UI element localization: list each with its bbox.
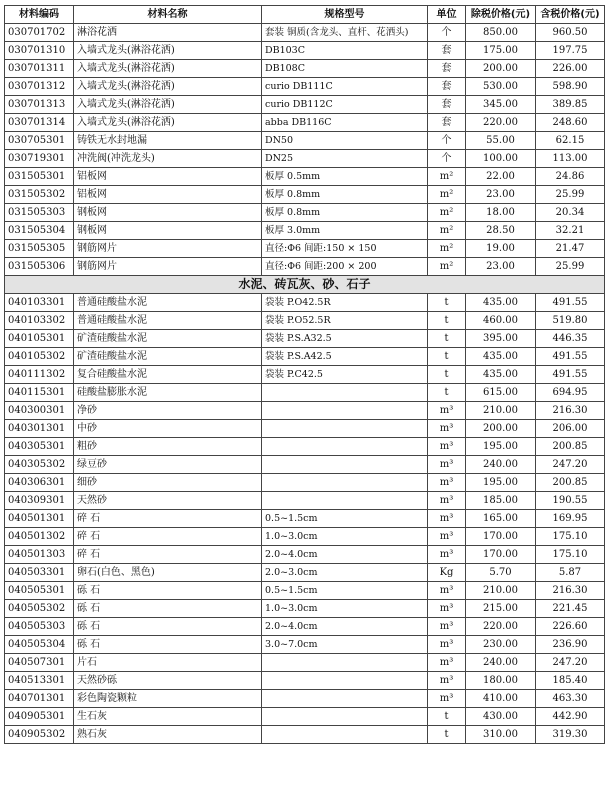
cell-price-ex-tax: 5.70 [466, 564, 536, 582]
cell-code: 040300301 [5, 402, 74, 420]
table-row [5, 600, 605, 618]
cell-code: 040513301 [5, 672, 74, 690]
cell-spec: 0.5~1.5cm [262, 582, 428, 600]
table-row [5, 672, 605, 690]
cell-price-ex-tax: 435.00 [466, 348, 536, 366]
cell-price-in-tax: 62.15 [536, 132, 605, 150]
cell-code: 031505302 [5, 186, 74, 204]
cell-spec: 板厚 0.8mm [262, 186, 428, 204]
cell-name: 复合硅酸盐水泥 [74, 366, 262, 384]
cell-price-in-tax: 175.10 [536, 528, 605, 546]
table-row [5, 438, 605, 456]
cell-spec: DN25 [262, 150, 428, 168]
cell-code: 040105301 [5, 330, 74, 348]
cell-code: 040501302 [5, 528, 74, 546]
cell-price-ex-tax: 28.50 [466, 222, 536, 240]
cement-sand-stone-group [5, 294, 605, 744]
cell-price-in-tax: 175.10 [536, 546, 605, 564]
cell-name: 冲洗阀(冲洗龙头) [74, 150, 262, 168]
cell-code: 030701312 [5, 78, 74, 96]
cell-unit: m³ [428, 456, 466, 474]
cell-price-ex-tax: 180.00 [466, 672, 536, 690]
table-row [5, 258, 605, 276]
cell-spec: 0.5~1.5cm [262, 510, 428, 528]
cell-code: 040503301 [5, 564, 74, 582]
cell-spec: 袋装 P.O42.5R [262, 294, 428, 312]
cell-price-ex-tax: 310.00 [466, 726, 536, 744]
table-row [5, 204, 605, 222]
cell-price-in-tax: 197.75 [536, 42, 605, 60]
cell-name: 矿渣硅酸盐水泥 [74, 348, 262, 366]
cell-price-ex-tax: 435.00 [466, 366, 536, 384]
section-header-group [5, 276, 605, 294]
table-row [5, 582, 605, 600]
cell-unit: m² [428, 204, 466, 222]
cell-unit: 个 [428, 150, 466, 168]
cell-spec: 2.0~3.0cm [262, 564, 428, 582]
cell-name: 普通硅酸盐水泥 [74, 294, 262, 312]
cell-code: 040701301 [5, 690, 74, 708]
table-row [5, 402, 605, 420]
header-row [5, 6, 605, 24]
cell-price-in-tax: 221.45 [536, 600, 605, 618]
cell-price-in-tax: 319.30 [536, 726, 605, 744]
cell-spec: abba DB116C [262, 114, 428, 132]
table-row [5, 366, 605, 384]
cell-price-ex-tax: 165.00 [466, 510, 536, 528]
table-row [5, 690, 605, 708]
cell-price-in-tax: 960.50 [536, 24, 605, 42]
cell-spec: 2.0~4.0cm [262, 546, 428, 564]
table-row [5, 114, 605, 132]
table-row [5, 42, 605, 60]
table-row [5, 60, 605, 78]
cell-price-ex-tax: 210.00 [466, 582, 536, 600]
cell-name: 天然砂砾 [74, 672, 262, 690]
table-row [5, 24, 605, 42]
cell-code: 030705301 [5, 132, 74, 150]
section-header-row [5, 276, 605, 294]
cell-code: 030701314 [5, 114, 74, 132]
cell-name: 钢板网 [74, 222, 262, 240]
cell-code: 040501301 [5, 510, 74, 528]
cell-name: 粗砂 [74, 438, 262, 456]
cell-name: 净砂 [74, 402, 262, 420]
cell-spec: 直径:Φ6 间距:200 × 200 [262, 258, 428, 276]
cell-spec [262, 672, 428, 690]
cell-name: 熟石灰 [74, 726, 262, 744]
cell-spec [262, 654, 428, 672]
cell-price-ex-tax: 23.00 [466, 258, 536, 276]
cell-code: 040111302 [5, 366, 74, 384]
table-row [5, 528, 605, 546]
cell-name: 砾 石 [74, 600, 262, 618]
cell-unit: 套 [428, 114, 466, 132]
cell-name: 彩色陶瓷颗粒 [74, 690, 262, 708]
cell-unit: m² [428, 240, 466, 258]
table-row [5, 708, 605, 726]
cell-unit: 套 [428, 42, 466, 60]
cell-code: 040305301 [5, 438, 74, 456]
cell-name: 铸铁无水封地漏 [74, 132, 262, 150]
table-row [5, 168, 605, 186]
table-row [5, 330, 605, 348]
cell-price-ex-tax: 175.00 [466, 42, 536, 60]
cell-code: 040507301 [5, 654, 74, 672]
table-row [5, 150, 605, 168]
cell-unit: m³ [428, 420, 466, 438]
cell-name: 钢板网 [74, 204, 262, 222]
cell-unit: m³ [428, 600, 466, 618]
cell-unit: t [428, 708, 466, 726]
table-row [5, 546, 605, 564]
cell-spec: DB103C [262, 42, 428, 60]
cell-code: 040309301 [5, 492, 74, 510]
cell-code: 040905302 [5, 726, 74, 744]
cell-price-ex-tax: 615.00 [466, 384, 536, 402]
cell-price-in-tax: 216.30 [536, 402, 605, 420]
cell-spec [262, 402, 428, 420]
cell-price-in-tax: 206.00 [536, 420, 605, 438]
cell-unit: 个 [428, 24, 466, 42]
cell-unit: t [428, 348, 466, 366]
cell-spec [262, 690, 428, 708]
cell-unit: 套 [428, 96, 466, 114]
cell-name: 细砂 [74, 474, 262, 492]
cell-name: 砾 石 [74, 582, 262, 600]
cell-spec: 1.0~3.0cm [262, 600, 428, 618]
cell-name: 普通硅酸盐水泥 [74, 312, 262, 330]
cell-name: 碎 石 [74, 546, 262, 564]
cell-price-in-tax: 442.90 [536, 708, 605, 726]
cell-price-in-tax: 247.20 [536, 654, 605, 672]
cell-unit: t [428, 294, 466, 312]
cell-code: 040105302 [5, 348, 74, 366]
cell-price-in-tax: 25.99 [536, 258, 605, 276]
cell-unit: m³ [428, 474, 466, 492]
cell-price-in-tax: 190.55 [536, 492, 605, 510]
cell-unit: 套 [428, 60, 466, 78]
cell-spec: 2.0~4.0cm [262, 618, 428, 636]
cell-price-ex-tax: 850.00 [466, 24, 536, 42]
table-row [5, 618, 605, 636]
cell-price-ex-tax: 18.00 [466, 204, 536, 222]
table-row [5, 348, 605, 366]
cell-unit: m³ [428, 492, 466, 510]
cell-price-ex-tax: 460.00 [466, 312, 536, 330]
cell-spec: DB108C [262, 60, 428, 78]
cell-code: 030701310 [5, 42, 74, 60]
cell-unit: t [428, 366, 466, 384]
cell-unit: m³ [428, 510, 466, 528]
cell-unit: m³ [428, 546, 466, 564]
cell-price-ex-tax: 435.00 [466, 294, 536, 312]
cell-price-in-tax: 200.85 [536, 474, 605, 492]
cell-spec [262, 492, 428, 510]
table-row [5, 474, 605, 492]
cell-name: 中砂 [74, 420, 262, 438]
cell-spec: curio DB111C [262, 78, 428, 96]
cell-spec: 袋装 P.O52.5R [262, 312, 428, 330]
cell-spec: 板厚 0.8mm [262, 204, 428, 222]
table-row [5, 312, 605, 330]
cell-name: 砾 石 [74, 618, 262, 636]
cell-name: 入墙式龙头(淋浴花洒) [74, 42, 262, 60]
cell-spec: 袋装 P.S.A42.5 [262, 348, 428, 366]
cell-code: 040301301 [5, 420, 74, 438]
table-row [5, 78, 605, 96]
cell-price-ex-tax: 345.00 [466, 96, 536, 114]
cell-unit: m³ [428, 528, 466, 546]
cell-code: 030701311 [5, 60, 74, 78]
cell-spec: 板厚 3.0mm [262, 222, 428, 240]
cell-code: 030719301 [5, 150, 74, 168]
cell-price-ex-tax: 200.00 [466, 420, 536, 438]
cell-price-in-tax: 32.21 [536, 222, 605, 240]
cell-name: 矿渣硅酸盐水泥 [74, 330, 262, 348]
cell-name: 砾 石 [74, 636, 262, 654]
cell-price-ex-tax: 430.00 [466, 708, 536, 726]
cell-spec [262, 726, 428, 744]
table-row [5, 564, 605, 582]
cell-name: 铝板网 [74, 186, 262, 204]
cell-code: 040905301 [5, 708, 74, 726]
cell-unit: m³ [428, 438, 466, 456]
header-unit: 单位 [428, 6, 466, 24]
cell-spec: 3.0~7.0cm [262, 636, 428, 654]
cell-spec [262, 456, 428, 474]
cell-name: 钢筋网片 [74, 240, 262, 258]
cell-price-in-tax: 20.34 [536, 204, 605, 222]
cell-price-ex-tax: 395.00 [466, 330, 536, 348]
cell-price-in-tax: 113.00 [536, 150, 605, 168]
cell-name: 入墙式龙头(淋浴花洒) [74, 114, 262, 132]
cell-price-in-tax: 226.60 [536, 618, 605, 636]
table-row [5, 636, 605, 654]
cell-name: 硅酸盐膨胀水泥 [74, 384, 262, 402]
cell-spec: DN50 [262, 132, 428, 150]
table-row [5, 492, 605, 510]
cell-name: 绿豆砂 [74, 456, 262, 474]
cell-name: 入墙式龙头(淋浴花洒) [74, 60, 262, 78]
cell-price-ex-tax: 100.00 [466, 150, 536, 168]
cell-unit: m² [428, 222, 466, 240]
header-spec: 规格型号 [262, 6, 428, 24]
cell-price-ex-tax: 220.00 [466, 114, 536, 132]
cell-price-ex-tax: 23.00 [466, 186, 536, 204]
cell-code: 040115301 [5, 384, 74, 402]
cell-spec: 套装 铜质(含龙头、直杆、花洒头) [262, 24, 428, 42]
cell-spec: 板厚 0.5mm [262, 168, 428, 186]
cell-unit: m³ [428, 618, 466, 636]
cell-unit: m³ [428, 654, 466, 672]
table-row [5, 294, 605, 312]
cell-code: 040505303 [5, 618, 74, 636]
cell-unit: t [428, 384, 466, 402]
cell-price-ex-tax: 210.00 [466, 402, 536, 420]
cell-price-in-tax: 247.20 [536, 456, 605, 474]
cell-unit: m² [428, 258, 466, 276]
cell-spec [262, 438, 428, 456]
table-row [5, 510, 605, 528]
cell-spec [262, 420, 428, 438]
cell-unit: 个 [428, 132, 466, 150]
cell-code: 040103302 [5, 312, 74, 330]
cell-price-in-tax: 200.85 [536, 438, 605, 456]
cell-price-in-tax: 236.90 [536, 636, 605, 654]
cell-spec: 直径:Φ6 间距:150 × 150 [262, 240, 428, 258]
cell-price-in-tax: 519.80 [536, 312, 605, 330]
cell-unit: m² [428, 168, 466, 186]
cell-price-ex-tax: 170.00 [466, 546, 536, 564]
table-row [5, 132, 605, 150]
cell-spec: 袋装 P.S.A32.5 [262, 330, 428, 348]
cell-price-ex-tax: 240.00 [466, 654, 536, 672]
cell-code: 040505302 [5, 600, 74, 618]
table-row [5, 240, 605, 258]
cell-price-ex-tax: 200.00 [466, 60, 536, 78]
cell-spec [262, 474, 428, 492]
cell-name: 碎 石 [74, 510, 262, 528]
header-code: 材料编码 [5, 6, 74, 24]
cell-price-ex-tax: 240.00 [466, 456, 536, 474]
cell-price-ex-tax: 530.00 [466, 78, 536, 96]
cell-code: 040501303 [5, 546, 74, 564]
cell-price-ex-tax: 22.00 [466, 168, 536, 186]
cell-spec: curio DB112C [262, 96, 428, 114]
cell-price-ex-tax: 185.00 [466, 492, 536, 510]
cell-name: 淋浴花洒 [74, 24, 262, 42]
table-row [5, 186, 605, 204]
table-row [5, 456, 605, 474]
cell-price-ex-tax: 215.00 [466, 600, 536, 618]
cell-price-in-tax: 25.99 [536, 186, 605, 204]
cell-unit: t [428, 330, 466, 348]
cell-code: 040305302 [5, 456, 74, 474]
cell-price-in-tax: 5.87 [536, 564, 605, 582]
cell-price-in-tax: 446.35 [536, 330, 605, 348]
cell-spec [262, 708, 428, 726]
cell-name: 钢筋网片 [74, 258, 262, 276]
cell-price-ex-tax: 230.00 [466, 636, 536, 654]
table-row [5, 654, 605, 672]
cell-code: 040505301 [5, 582, 74, 600]
table-row [5, 726, 605, 744]
cell-unit: m³ [428, 690, 466, 708]
cell-spec: 1.0~3.0cm [262, 528, 428, 546]
cell-code: 030701702 [5, 24, 74, 42]
cell-unit: m³ [428, 636, 466, 654]
cell-name: 入墙式龙头(淋浴花洒) [74, 78, 262, 96]
cell-code: 031505301 [5, 168, 74, 186]
cell-price-ex-tax: 170.00 [466, 528, 536, 546]
cell-code: 031505306 [5, 258, 74, 276]
cell-unit: Kg [428, 564, 466, 582]
cell-unit: m² [428, 186, 466, 204]
table-row [5, 420, 605, 438]
cell-code: 040505304 [5, 636, 74, 654]
header-price-in-tax: 含税价格(元) [536, 6, 605, 24]
cell-price-in-tax: 491.55 [536, 366, 605, 384]
cell-price-in-tax: 389.85 [536, 96, 605, 114]
cell-price-ex-tax: 195.00 [466, 474, 536, 492]
cell-code: 031505304 [5, 222, 74, 240]
cell-price-in-tax: 185.40 [536, 672, 605, 690]
cell-price-in-tax: 491.55 [536, 348, 605, 366]
plumbing-mesh-group [5, 24, 605, 276]
cell-price-ex-tax: 55.00 [466, 132, 536, 150]
cell-code: 031505305 [5, 240, 74, 258]
table-row [5, 384, 605, 402]
cell-code: 040103301 [5, 294, 74, 312]
cell-unit: t [428, 726, 466, 744]
cell-price-ex-tax: 220.00 [466, 618, 536, 636]
cell-unit: m³ [428, 402, 466, 420]
cell-unit: t [428, 312, 466, 330]
cell-code: 031505303 [5, 204, 74, 222]
cell-price-in-tax: 694.95 [536, 384, 605, 402]
cell-spec [262, 384, 428, 402]
cell-name: 生石灰 [74, 708, 262, 726]
cell-price-in-tax: 248.60 [536, 114, 605, 132]
material-price-table [4, 5, 605, 744]
cell-price-in-tax: 169.95 [536, 510, 605, 528]
cell-price-in-tax: 226.00 [536, 60, 605, 78]
header-price-ex-tax: 除税价格(元) [466, 6, 536, 24]
table-row [5, 222, 605, 240]
cell-code: 030701313 [5, 96, 74, 114]
cell-price-in-tax: 216.30 [536, 582, 605, 600]
cell-price-in-tax: 463.30 [536, 690, 605, 708]
cell-price-ex-tax: 19.00 [466, 240, 536, 258]
cell-name: 卵石(白色、黑色) [74, 564, 262, 582]
cell-price-in-tax: 598.90 [536, 78, 605, 96]
cell-name: 片石 [74, 654, 262, 672]
header-name: 材料名称 [74, 6, 262, 24]
cell-name: 碎 石 [74, 528, 262, 546]
section-title: 水泥、砖瓦灰、砂、石子 [5, 276, 605, 294]
cell-code: 040306301 [5, 474, 74, 492]
cell-price-in-tax: 491.55 [536, 294, 605, 312]
cell-price-in-tax: 21.47 [536, 240, 605, 258]
table-row [5, 96, 605, 114]
cell-unit: m³ [428, 582, 466, 600]
cell-price-ex-tax: 195.00 [466, 438, 536, 456]
cell-price-ex-tax: 410.00 [466, 690, 536, 708]
cell-unit: 套 [428, 78, 466, 96]
cell-price-in-tax: 24.86 [536, 168, 605, 186]
cell-unit: m³ [428, 672, 466, 690]
cell-name: 天然砂 [74, 492, 262, 510]
cell-spec: 袋装 P.C42.5 [262, 366, 428, 384]
cell-name: 入墙式龙头(淋浴花洒) [74, 96, 262, 114]
cell-name: 铝板网 [74, 168, 262, 186]
